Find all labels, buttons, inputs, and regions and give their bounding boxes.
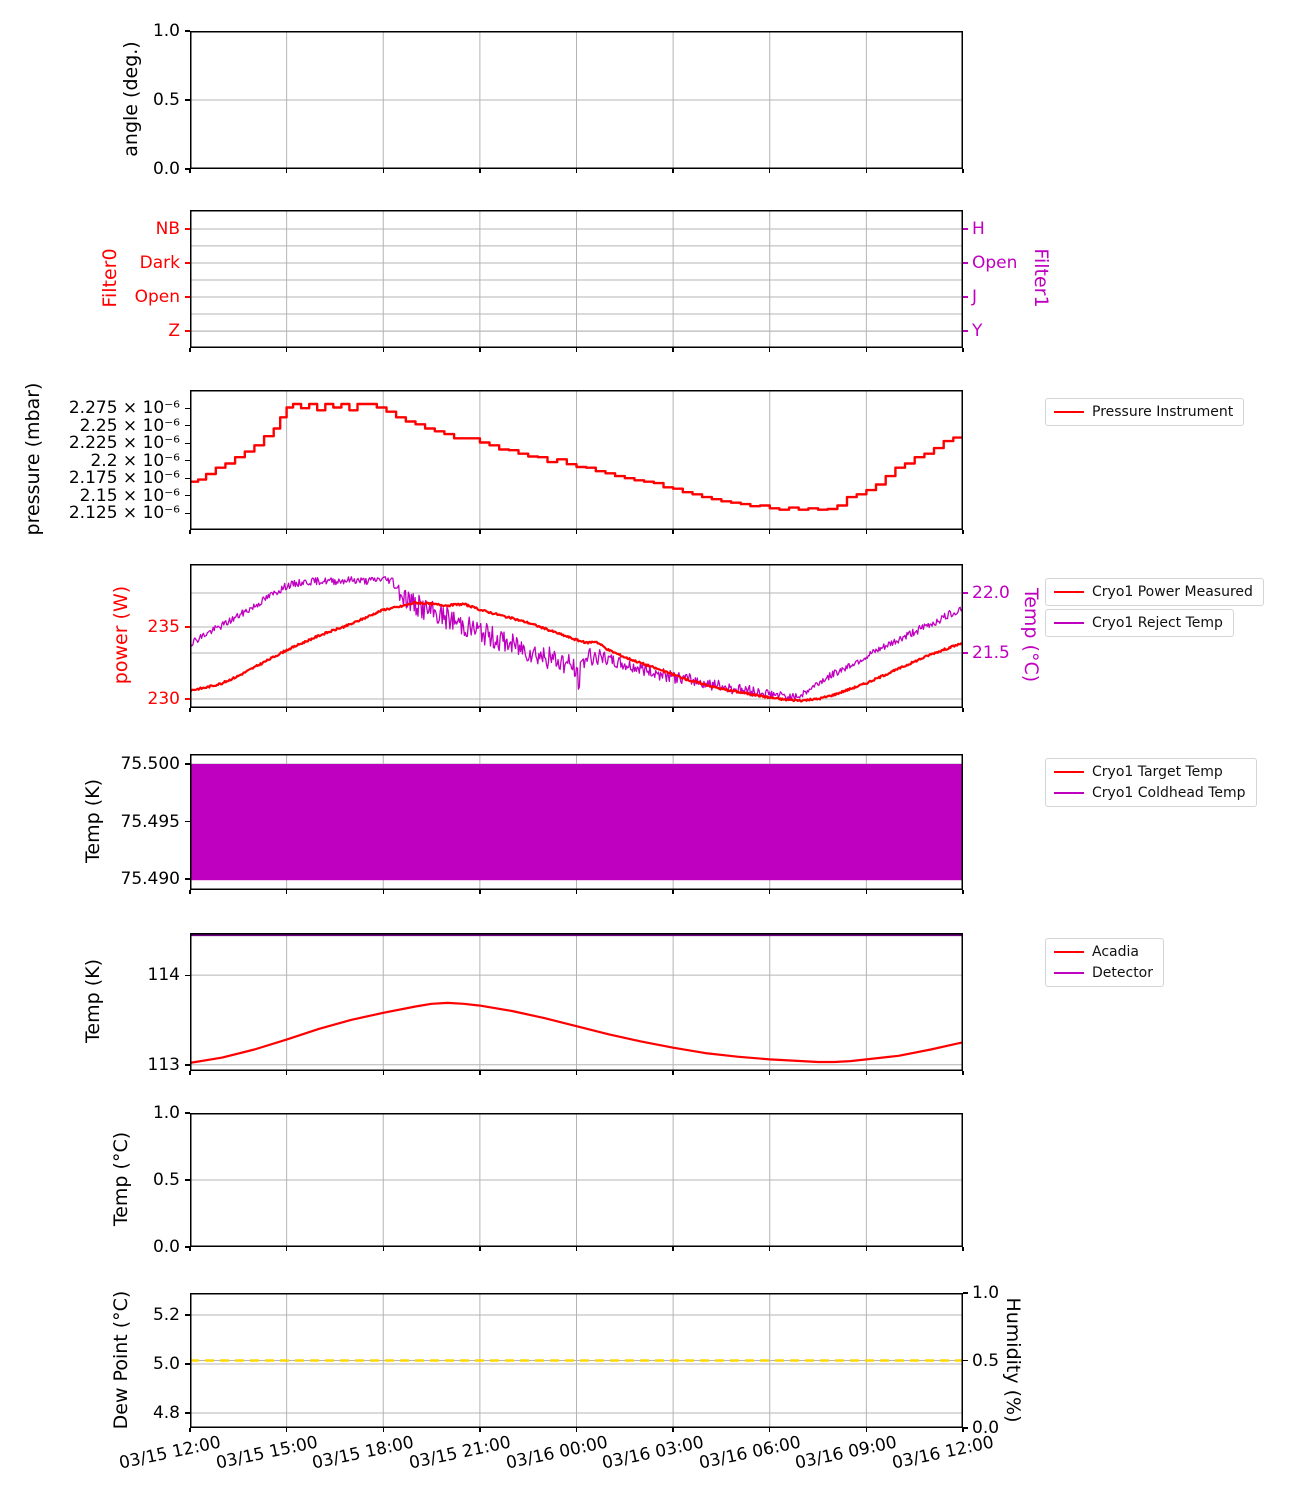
y-tick-label: 75.495 bbox=[120, 811, 180, 832]
panel-acadia-temp bbox=[190, 933, 963, 1071]
y-tick-mark bbox=[185, 478, 190, 479]
x-tick-mark bbox=[189, 530, 190, 534]
y-axis-label-angle: angle (deg.) bbox=[120, 41, 142, 157]
x-tick-mark bbox=[962, 169, 963, 173]
y-axis-label-right-dewpoint: Humidity (%) bbox=[1002, 1296, 1024, 1423]
y-tick-mark bbox=[185, 763, 190, 764]
x-tick-mark bbox=[769, 530, 770, 534]
legend-item bbox=[1054, 785, 1246, 801]
y-tick-label-right: H bbox=[972, 218, 985, 239]
y-tick-label: 2.275 × 10⁻⁶ bbox=[68, 398, 180, 419]
panel-canvas-filters bbox=[190, 210, 963, 348]
y-tick-label-right: 21.5 bbox=[972, 643, 1010, 664]
legend bbox=[1045, 398, 1244, 426]
y-axis-label-cryo1-temp: Temp (K) bbox=[82, 779, 104, 863]
y-axis-label-dewpoint: Dew Point (°C) bbox=[110, 1290, 132, 1429]
x-tick-mark bbox=[576, 1247, 577, 1251]
y-tick-label: Dark bbox=[139, 252, 180, 273]
y-tick-mark bbox=[185, 296, 190, 297]
x-tick-mark bbox=[672, 530, 673, 534]
panel-power bbox=[190, 564, 963, 708]
legend-line-swatch bbox=[1054, 622, 1084, 625]
legend-item bbox=[1054, 584, 1253, 600]
x-tick-mark bbox=[769, 348, 770, 352]
x-tick-mark bbox=[189, 708, 190, 712]
panel-pressure bbox=[190, 390, 963, 530]
x-tick-label: 03/16 09:00 bbox=[793, 1432, 900, 1474]
legend-label: Cryo1 Coldhead Temp bbox=[1092, 785, 1246, 801]
y-axis-label-right-filters: Filter1 bbox=[1030, 248, 1052, 308]
y-tick-mark-right bbox=[963, 652, 968, 653]
y-tick-mark bbox=[185, 1412, 190, 1413]
panel-canvas-temp-c bbox=[190, 1113, 963, 1247]
legend-label: Cryo1 Reject Temp bbox=[1092, 615, 1223, 631]
legend-label: Detector bbox=[1092, 965, 1154, 981]
y-tick-label: 5.2 bbox=[152, 1305, 180, 1326]
panel-filters bbox=[190, 210, 963, 348]
x-tick-mark bbox=[769, 890, 770, 894]
x-tick-label: 03/16 06:00 bbox=[697, 1432, 803, 1474]
x-tick-mark bbox=[286, 1247, 287, 1251]
y-axis-label-pressure: pressure (mbar) bbox=[22, 382, 44, 536]
y-tick-label-right: J bbox=[972, 286, 978, 307]
legend bbox=[1045, 938, 1164, 987]
x-tick-mark bbox=[576, 708, 577, 712]
x-tick-mark bbox=[866, 169, 867, 173]
x-tick-mark bbox=[286, 890, 287, 894]
x-tick-mark bbox=[866, 1071, 867, 1075]
x-tick-mark bbox=[576, 890, 577, 894]
x-tick-mark bbox=[962, 1428, 963, 1432]
x-tick-mark bbox=[769, 1071, 770, 1075]
y-tick-label: 1.0 bbox=[152, 21, 180, 41]
x-tick-label: 03/16 00:00 bbox=[503, 1432, 610, 1474]
y-axis-label-filters: Filter0 bbox=[99, 248, 121, 308]
y-tick-label: 2.225 × 10⁻⁶ bbox=[68, 433, 180, 454]
x-tick-mark bbox=[672, 1428, 673, 1432]
x-tick-mark bbox=[672, 1247, 673, 1251]
y-tick-mark bbox=[185, 443, 190, 444]
y-axis-label-acadia-temp: Temp (K) bbox=[82, 959, 104, 1043]
y-tick-label: 2.15 × 10⁻⁶ bbox=[79, 485, 180, 506]
y-tick-label: Z bbox=[168, 321, 180, 342]
y-tick-label: 230 bbox=[147, 689, 180, 709]
x-tick-mark bbox=[769, 1428, 770, 1432]
x-tick-mark bbox=[672, 890, 673, 894]
legend-item bbox=[1054, 764, 1246, 780]
x-tick-mark bbox=[962, 1247, 963, 1251]
x-tick-mark bbox=[672, 1071, 673, 1075]
panel-canvas-power bbox=[190, 564, 963, 708]
x-tick-mark bbox=[383, 530, 384, 534]
x-tick-mark bbox=[189, 1428, 190, 1432]
x-tick-mark bbox=[479, 348, 480, 352]
x-tick-mark bbox=[769, 708, 770, 712]
y-tick-mark bbox=[185, 99, 190, 100]
y-tick-label: 2.2 × 10⁻⁶ bbox=[90, 450, 180, 471]
x-tick-mark bbox=[866, 1428, 867, 1432]
panel-angle bbox=[190, 31, 963, 169]
y-tick-mark bbox=[185, 1314, 190, 1315]
y-tick-label: 1.0 bbox=[152, 1103, 180, 1123]
x-tick-mark bbox=[769, 169, 770, 173]
y-tick-label: 75.500 bbox=[120, 754, 180, 774]
y-tick-mark bbox=[185, 626, 190, 627]
panel-temp-c bbox=[190, 1113, 963, 1247]
x-tick-mark bbox=[576, 348, 577, 352]
x-tick-mark bbox=[866, 348, 867, 352]
y-tick-mark-right bbox=[963, 228, 968, 229]
y-tick-mark-right bbox=[963, 592, 968, 593]
legend-line-swatch bbox=[1054, 972, 1084, 975]
y-tick-label-right: 0.0 bbox=[972, 1418, 1000, 1438]
legend-label: Acadia bbox=[1092, 944, 1139, 960]
x-tick-mark bbox=[189, 890, 190, 894]
x-tick-mark bbox=[383, 1247, 384, 1251]
legend-line-swatch bbox=[1054, 792, 1084, 795]
x-tick-mark bbox=[962, 530, 963, 534]
y-axis-label-temp-c: Temp (°C) bbox=[110, 1131, 132, 1227]
y-tick-mark bbox=[185, 30, 190, 31]
y-tick-label: 75.490 bbox=[120, 869, 180, 890]
y-tick-mark bbox=[185, 460, 190, 461]
x-tick-label: 03/16 03:00 bbox=[600, 1432, 706, 1474]
x-tick-mark bbox=[479, 530, 480, 534]
y-tick-mark bbox=[185, 495, 190, 496]
legend-item bbox=[1054, 404, 1233, 420]
x-tick-mark bbox=[479, 890, 480, 894]
panel-canvas-pressure bbox=[190, 390, 963, 530]
x-tick-mark bbox=[189, 169, 190, 173]
x-tick-mark bbox=[189, 1247, 190, 1251]
x-tick-label: 03/15 18:00 bbox=[310, 1432, 416, 1474]
x-tick-mark bbox=[286, 169, 287, 173]
panel-cryo1-temp bbox=[190, 754, 963, 890]
x-tick-mark bbox=[286, 1428, 287, 1432]
x-tick-mark bbox=[866, 1247, 867, 1251]
y-axis-label-power: power (W) bbox=[110, 585, 132, 685]
y-axis-label-right-power: Temp (°C) bbox=[1020, 587, 1042, 683]
y-tick-mark bbox=[185, 821, 190, 822]
y-tick-mark bbox=[185, 878, 190, 879]
x-tick-mark bbox=[479, 169, 480, 173]
y-tick-label-right: 1.0 bbox=[972, 1283, 1000, 1303]
x-tick-mark bbox=[286, 708, 287, 712]
legend-line-swatch bbox=[1054, 771, 1084, 774]
legend-line-swatch bbox=[1054, 591, 1084, 594]
x-tick-mark bbox=[866, 708, 867, 712]
y-tick-mark-right bbox=[963, 1360, 968, 1361]
x-tick-mark bbox=[286, 530, 287, 534]
legend-label: Cryo1 Power Measured bbox=[1092, 584, 1253, 600]
x-tick-mark bbox=[866, 890, 867, 894]
y-tick-label: 2.125 × 10⁻⁶ bbox=[68, 503, 180, 524]
legend-label: Cryo1 Target Temp bbox=[1092, 764, 1223, 780]
y-tick-mark bbox=[185, 262, 190, 263]
panel-canvas-dewpoint bbox=[190, 1293, 963, 1428]
y-tick-label: 0.5 bbox=[152, 90, 180, 110]
y-tick-mark bbox=[185, 975, 190, 976]
x-tick-mark bbox=[286, 1071, 287, 1075]
y-tick-label: NB bbox=[155, 218, 180, 239]
x-tick-label: 03/15 12:00 bbox=[117, 1432, 223, 1474]
x-tick-label: 03/15 15:00 bbox=[213, 1432, 320, 1474]
x-tick-mark bbox=[962, 1071, 963, 1075]
y-tick-label: 2.175 × 10⁻⁶ bbox=[68, 468, 180, 489]
x-tick-mark bbox=[866, 530, 867, 534]
y-tick-mark-right bbox=[963, 262, 968, 263]
y-tick-label: 113 bbox=[147, 1054, 180, 1075]
y-tick-mark-right bbox=[963, 1427, 968, 1428]
legend-line-swatch bbox=[1054, 951, 1084, 954]
y-tick-label: 235 bbox=[147, 617, 180, 637]
y-tick-mark bbox=[185, 513, 190, 514]
panel-canvas-angle bbox=[190, 31, 963, 169]
y-tick-mark bbox=[185, 425, 190, 426]
x-tick-mark bbox=[962, 890, 963, 894]
x-tick-mark bbox=[672, 708, 673, 712]
legend bbox=[1045, 578, 1264, 606]
y-tick-label-right: 22.0 bbox=[972, 583, 1010, 604]
y-tick-label: 0.5 bbox=[152, 1170, 180, 1190]
legend-item bbox=[1054, 944, 1153, 960]
x-tick-mark bbox=[576, 1428, 577, 1432]
x-tick-mark bbox=[189, 1071, 190, 1075]
x-tick-mark bbox=[479, 708, 480, 712]
x-tick-mark bbox=[672, 348, 673, 352]
y-tick-label: 2.25 × 10⁻⁶ bbox=[79, 415, 180, 436]
x-tick-mark bbox=[383, 169, 384, 173]
y-tick-label-right: Y bbox=[972, 321, 983, 342]
x-tick-mark bbox=[672, 169, 673, 173]
y-tick-mark bbox=[185, 698, 190, 699]
y-tick-mark bbox=[185, 1363, 190, 1364]
legend-item bbox=[1054, 965, 1153, 981]
legend-item bbox=[1054, 615, 1223, 631]
y-tick-mark bbox=[185, 1112, 190, 1113]
y-tick-mark-right bbox=[963, 1292, 968, 1293]
y-tick-mark bbox=[185, 1064, 190, 1065]
y-tick-label: 114 bbox=[147, 965, 180, 986]
y-tick-mark bbox=[185, 408, 190, 409]
x-tick-mark bbox=[383, 1428, 384, 1432]
x-tick-mark bbox=[576, 169, 577, 173]
y-tick-mark bbox=[185, 1179, 190, 1180]
legend-line-swatch bbox=[1054, 411, 1084, 414]
y-tick-label: 5.0 bbox=[152, 1354, 180, 1375]
panel-dewpoint bbox=[190, 1293, 963, 1428]
legend bbox=[1045, 758, 1257, 807]
x-tick-mark bbox=[286, 348, 287, 352]
y-tick-label: 4.8 bbox=[152, 1403, 180, 1424]
x-tick-mark bbox=[383, 1071, 384, 1075]
y-tick-label-right: 0.5 bbox=[972, 1350, 1000, 1371]
x-tick-mark bbox=[962, 708, 963, 712]
y-tick-label: 0.0 bbox=[152, 1237, 180, 1257]
x-tick-mark bbox=[479, 1428, 480, 1432]
x-tick-mark bbox=[479, 1071, 480, 1075]
x-tick-label: 03/15 21:00 bbox=[407, 1432, 513, 1474]
y-tick-mark bbox=[185, 228, 190, 229]
y-tick-label-right: Open bbox=[972, 252, 1018, 273]
x-tick-mark bbox=[479, 1247, 480, 1251]
panel-canvas-acadia-temp bbox=[190, 933, 963, 1071]
x-tick-mark bbox=[383, 708, 384, 712]
y-tick-label: 0.0 bbox=[152, 159, 180, 179]
legend-label: Pressure Instrument bbox=[1092, 404, 1234, 420]
y-tick-label: Open bbox=[134, 286, 180, 307]
x-tick-mark bbox=[576, 1071, 577, 1075]
x-tick-mark bbox=[769, 1247, 770, 1251]
panel-canvas-cryo1-temp bbox=[190, 754, 963, 890]
x-tick-mark bbox=[189, 348, 190, 352]
legend bbox=[1045, 609, 1234, 637]
x-tick-mark bbox=[383, 348, 384, 352]
y-tick-mark bbox=[185, 330, 190, 331]
y-tick-mark-right bbox=[963, 330, 968, 331]
x-tick-label: 03/16 12:00 bbox=[890, 1432, 996, 1474]
x-tick-mark bbox=[576, 530, 577, 534]
x-tick-mark bbox=[383, 890, 384, 894]
x-tick-mark bbox=[962, 348, 963, 352]
y-tick-mark-right bbox=[963, 296, 968, 297]
